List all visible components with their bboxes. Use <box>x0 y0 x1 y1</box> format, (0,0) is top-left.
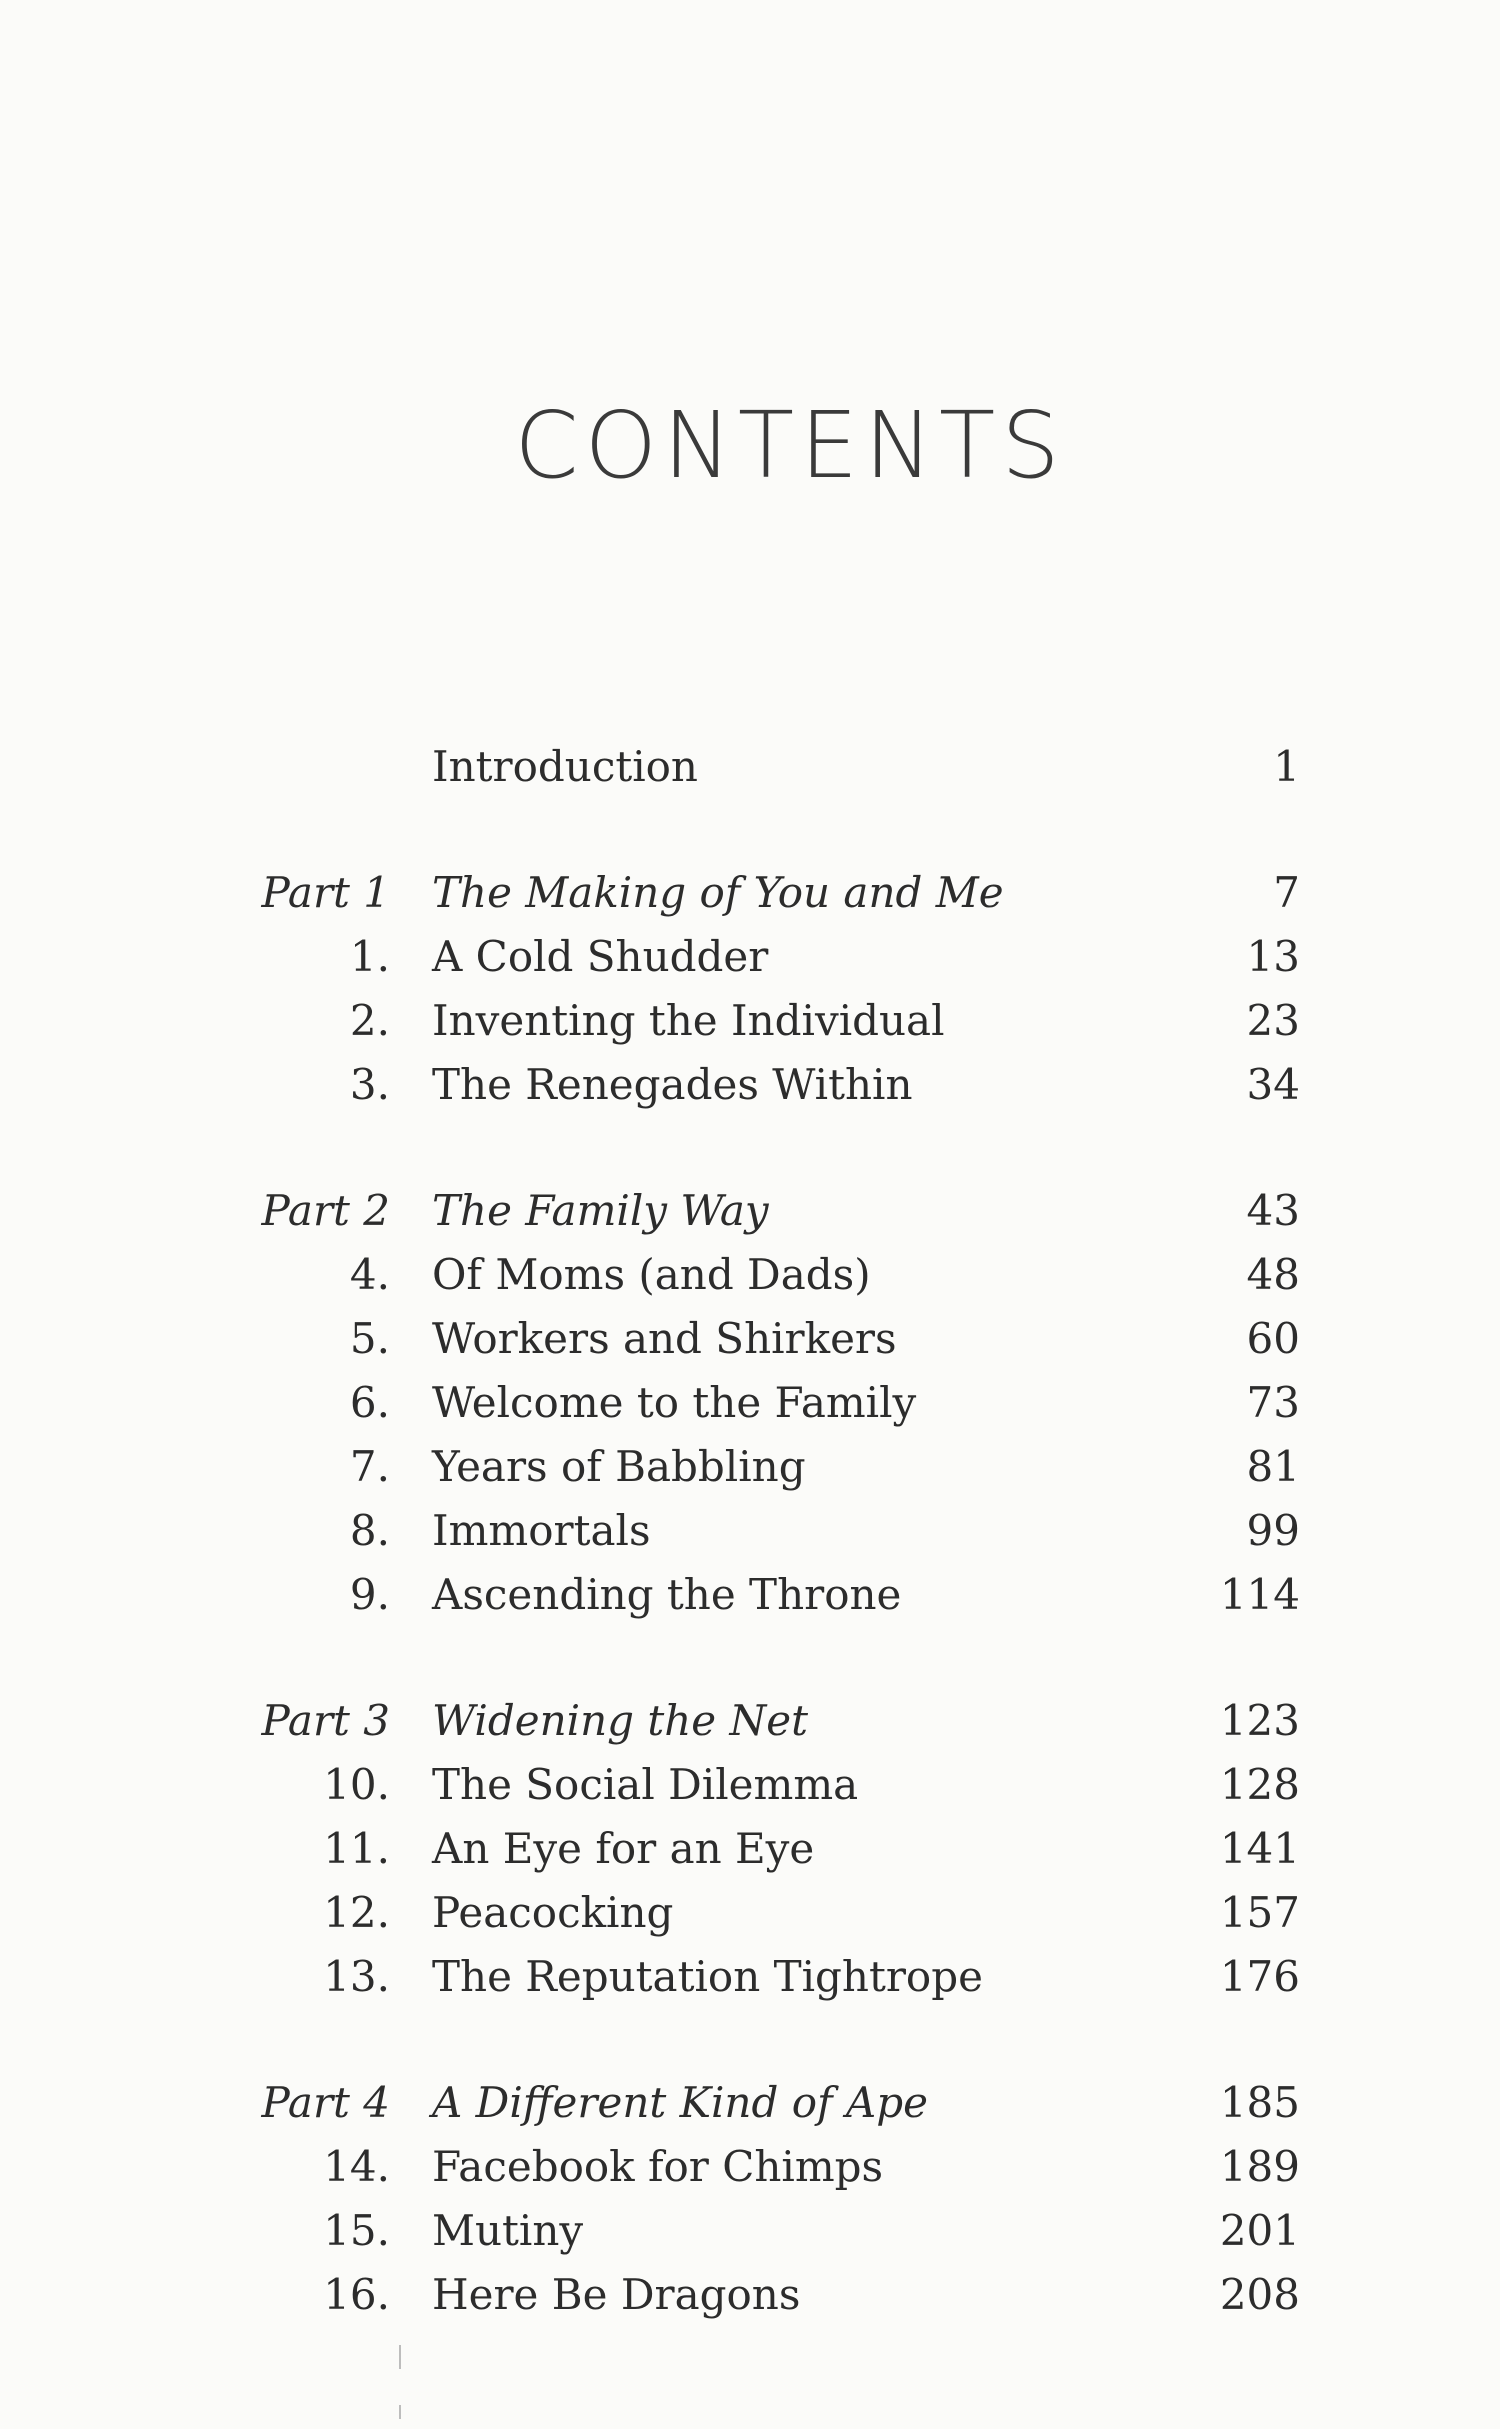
chapter-page: 157 <box>1219 1888 1300 1937</box>
chapter-title: Mutiny <box>432 2206 584 2255</box>
chapter-number: 14. <box>323 2142 390 2191</box>
part-label: Part 3 <box>261 1696 390 1745</box>
chapter-title: The Social Dilemma <box>432 1760 859 1809</box>
toc-chapter <box>0 1307 1500 1371</box>
toc-chapter <box>0 1563 1500 1627</box>
toc-chapter <box>0 1243 1500 1307</box>
chapter-number: 10. <box>323 1760 390 1809</box>
part-title: The Family Way <box>432 1186 769 1235</box>
part-title: A Different Kind of Ape <box>432 2078 928 2127</box>
part-page: 123 <box>1219 1696 1300 1745</box>
chapter-page: 141 <box>1219 1824 1300 1873</box>
toc-part-2 <box>0 1179 1500 1243</box>
chapter-number: 9. <box>349 1570 390 1619</box>
chapter-number: 6. <box>349 1378 390 1427</box>
chapter-title: Workers and Shirkers <box>432 1314 897 1363</box>
chapter-page: 23 <box>1246 996 1300 1045</box>
scan-mark <box>399 2405 401 2419</box>
part-label: Part 2 <box>261 1186 390 1235</box>
chapter-number: 7. <box>349 1442 390 1491</box>
entry-page: 1 <box>1273 742 1300 791</box>
toc-chapter <box>0 1753 1500 1817</box>
toc-chapter <box>0 1499 1500 1563</box>
part-label: Part 1 <box>261 868 390 917</box>
chapter-title: Immortals <box>432 1506 651 1555</box>
toc-chapter <box>0 1817 1500 1881</box>
scan-mark <box>399 2345 401 2369</box>
toc-chapter <box>0 925 1500 989</box>
chapter-title: A Cold Shudder <box>432 932 769 981</box>
toc-chapter <box>0 2263 1500 2327</box>
toc-chapter <box>0 2199 1500 2263</box>
part-page: 185 <box>1219 2078 1300 2127</box>
chapter-title: The Renegades Within <box>432 1060 913 1109</box>
chapter-title: The Reputation Tightrope <box>432 1952 983 2001</box>
chapter-title: Of Moms (and Dads) <box>432 1250 871 1299</box>
chapter-number: 11. <box>323 1824 390 1873</box>
chapter-number: 12. <box>323 1888 390 1937</box>
chapter-page: 99 <box>1246 1506 1300 1555</box>
chapter-number: 3. <box>349 1060 390 1109</box>
chapter-title: Ascending the Throne <box>432 1570 902 1619</box>
toc-part-1 <box>0 861 1500 925</box>
chapter-number: 4. <box>349 1250 390 1299</box>
chapter-page: 208 <box>1219 2270 1300 2319</box>
chapter-title: Here Be Dragons <box>432 2270 801 2319</box>
chapter-page: 48 <box>1246 1250 1300 1299</box>
chapter-title: Inventing the Individual <box>432 996 945 1045</box>
chapter-number: 16. <box>323 2270 390 2319</box>
toc-chapter <box>0 989 1500 1053</box>
toc-chapter <box>0 1435 1500 1499</box>
chapter-page: 128 <box>1219 1760 1300 1809</box>
chapter-number: 2. <box>349 996 390 1045</box>
entry-title: Introduction <box>432 742 698 791</box>
table-of-contents <box>0 735 1500 2327</box>
part-page: 43 <box>1246 1186 1300 1235</box>
chapter-page: 73 <box>1246 1378 1300 1427</box>
toc-chapter <box>0 1945 1500 2009</box>
chapter-number: 5. <box>349 1314 390 1363</box>
page-title: CONTENTS <box>514 392 1066 499</box>
chapter-title: Welcome to the Family <box>432 1378 917 1427</box>
toc-chapter <box>0 2135 1500 2199</box>
chapter-page: 176 <box>1219 1952 1300 2001</box>
chapter-page: 13 <box>1246 932 1300 981</box>
chapter-number: 1. <box>349 932 390 981</box>
chapter-number: 15. <box>323 2206 390 2255</box>
chapter-page: 189 <box>1219 2142 1300 2191</box>
chapter-number: 13. <box>323 1952 390 2001</box>
chapter-title: An Eye for an Eye <box>432 1824 815 1873</box>
chapter-title: Years of Babbling <box>432 1442 806 1491</box>
toc-chapter <box>0 1053 1500 1117</box>
chapter-title: Facebook for Chimps <box>432 2142 884 2191</box>
toc-chapter <box>0 1881 1500 1945</box>
chapter-page: 60 <box>1246 1314 1300 1363</box>
part-label: Part 4 <box>261 2078 390 2127</box>
toc-chapter <box>0 1371 1500 1435</box>
chapter-number: 8. <box>349 1506 390 1555</box>
chapter-page: 81 <box>1246 1442 1300 1491</box>
toc-part-4 <box>0 2071 1500 2135</box>
chapter-page: 34 <box>1246 1060 1300 1109</box>
chapter-page: 114 <box>1219 1570 1300 1619</box>
toc-entry-introduction <box>0 735 1500 799</box>
chapter-page: 201 <box>1219 2206 1300 2255</box>
part-page: 7 <box>1273 868 1300 917</box>
chapter-title: Peacocking <box>432 1888 674 1937</box>
part-title: The Making of You and Me <box>432 868 1004 917</box>
toc-part-3 <box>0 1689 1500 1753</box>
part-title: Widening the Net <box>432 1696 808 1745</box>
